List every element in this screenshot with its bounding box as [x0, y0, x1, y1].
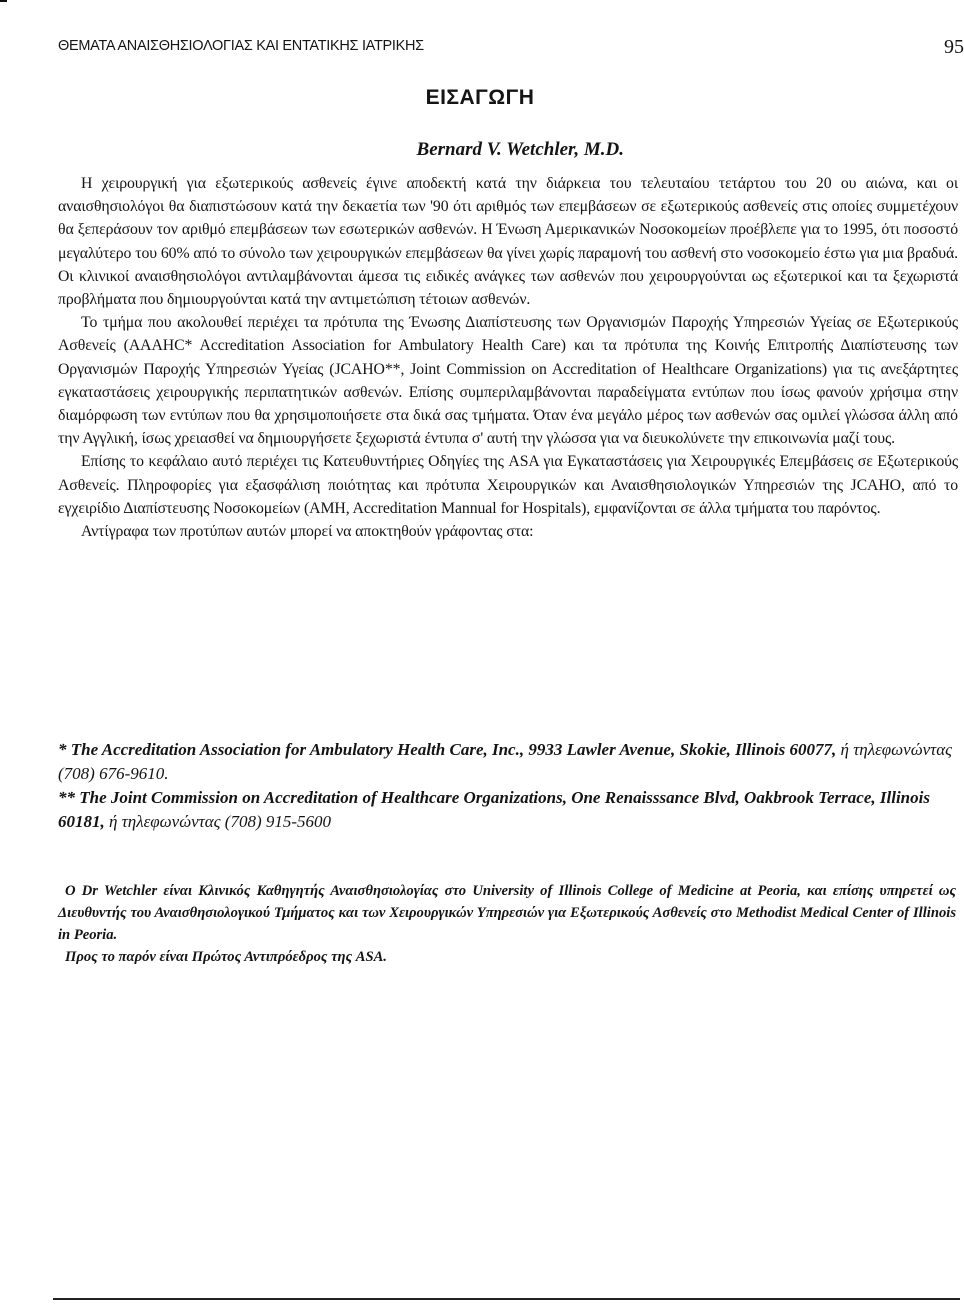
- address-footnotes: [58, 738, 958, 834]
- author-bio-affiliation: O Dr Wetchler είναι Κλινικός Καθηγητής Αναισθησιολογίας στο University of Illinois College of Medicine at Peoria, και επίσης υπηρετεί ως Διευθυντής του Αναισθησιολογικού Τμήματος και των Χειρουργικών Υπηρεσιών για Εξωτερικούς Ασθενείς στο Methodist Medical Center of Illinois in Peoria.: [58, 883, 956, 943]
- footnote-aaahc-phone: ή τηλεφωνώντας (708) 676-9610.: [58, 740, 953, 783]
- body-paragraph: Επίσης το κεφάλαιο αυτό περιέχει τις Κατευθυντήριες Οδηγίες της ASA για Εγκαταστάσεις για Χειρουργικές Επεμβάσεις σε Εξωτερικούς Ασθενείς. Πληροφορίες για εξασφάλιση ποιότητας και πρότυπα Χειρουργικών και Αναισθησιολογικών Υπηρεσιών της JCAHO, από το εγχειρίδιο Διαπίστευσης Νοσοκομείων (AMH, Accreditation Mannual for Hospitals), εμφανίζονται σε άλλα τμήματα του παρόντος.: [58, 453, 958, 517]
- footnote-jcaho-organization: ** The Joint Commission on Accreditation of Healthcare Organizations, One Renaisssance Blvd, Oakbrook Terrace, Illinois 60181,: [58, 788, 930, 831]
- body-paragraph: Αντίγραφα των προτύπων αυτών μπορεί να αποκτηθούν γράφοντας στα:: [81, 523, 534, 541]
- scan-corner-mark: [0, 0, 7, 2]
- body-paragraph: Το τμήμα που ακολουθεί περιέχει τα πρότυπα της Ένωσης Διαπίστευσης των Οργανισμών Παροχής Υπηρεσιών Υγείας σε Εξωτερικούς Ασθενείς (AAAHC* Accreditation Association for Ambulatory Health Care) και τα πρότυπα της Κοινής Επιτροπής Διαπίστευσης των Οργανισμών Παροχής Υπηρεσιών Υγείας (JCAHO**, Joint Commission on Accreditation of Healthcare Organizations) για τις ανεξάρτητες εγκαταστάσεις χειρουργικής περιπατητικών ασθενών. Επίσης συμπεριλαμβάνονται παραδείγματα εντύπων που ίσως φανούν χρήσιμα στην διαμόρφωση των εντύπων που θα χρησιμοποιήσετε στα δικά σας τμήματα. Όταν ένα μεγάλο μέρος των ασθενών σας ομιλεί γλώσσα άλλη από την Αγγλική, ίσως χρειασθεί να δημιουργήσετε ξεχωριστά έντυπα σ' αυτή την γλώσσα για να διευκολύνετε την επικοινωνία μαζί τους.: [58, 314, 958, 448]
- footnote-aaahc: [58, 738, 958, 786]
- footnote-jcaho: [58, 786, 958, 834]
- author-bio-position: Προς το παρόν είναι Πρώτος Αντιπρόεδρος της ASA.: [65, 949, 387, 965]
- body-text: [58, 172, 958, 543]
- footnote-aaahc-organization: * The Accreditation Association for Ambulatory Health Care, Inc., 9933 Lawler Avenue, Skokie, Illinois 60077,: [58, 740, 837, 759]
- page-number: 95: [944, 36, 964, 58]
- page-bottom-rule: [53, 1298, 960, 1300]
- footnote-jcaho-phone: ή τηλεφωνώντας (708) 915-5600: [109, 812, 332, 831]
- running-header-title: ΘΕΜΑΤΑ ΑΝΑΙΣΘΗΣΙΟΛΟΓΙΑΣ ΚΑΙ ΕΝΤΑΤΙΚΗΣ ΙΑΤΡΙΚΗΣ: [58, 38, 424, 54]
- author-bio: [58, 880, 956, 968]
- chapter-title: ΕΙΣΑΓΩΓΗ: [425, 86, 535, 109]
- running-header: [58, 38, 964, 60]
- chapter-author: Bernard V. Wetchler, M.D.: [416, 139, 624, 160]
- body-paragraph: Η χειρουργική για εξωτερικούς ασθενείς έγινε αποδεκτή κατά την διάρκεια του τελευταίου τετάρτου του 20 ου αιώνα, και οι αναισθησιολόγοι θα διαπιστώσουν κατά την δεκαετία των '90 ότι αριθμός των επεμβάσεων σε εξωτερικούς ασθενείς στις οποίες συμμετέχουν θα ξεπεράσουν τον αριθμό επεμβάσεων των εσωτερικών ασθενών. Η Ένωση Αμερικανικών Νοσοκομείων προέβλεπε για το 1995, ότι ποσοστό μεγαλύτερο του 60% από το σύνολο των χειρουργικών επεμβάσεων θα γίνει χωρίς παραμονή του ασθενή στο νοσοκομείο έστω για μια βραδυά. Οι κλινικοί αναισθησιολόγοι αντιλαμβάνονται άμεσα τις ειδικές ανάγκες των ασθενών που χειρουργούνται ως εξωτερικοί και τα ξεχωριστά προβλήματα που δημιουργούνται κατά την αντιμετώπιση τέτοιων ασθενών.: [58, 175, 958, 309]
